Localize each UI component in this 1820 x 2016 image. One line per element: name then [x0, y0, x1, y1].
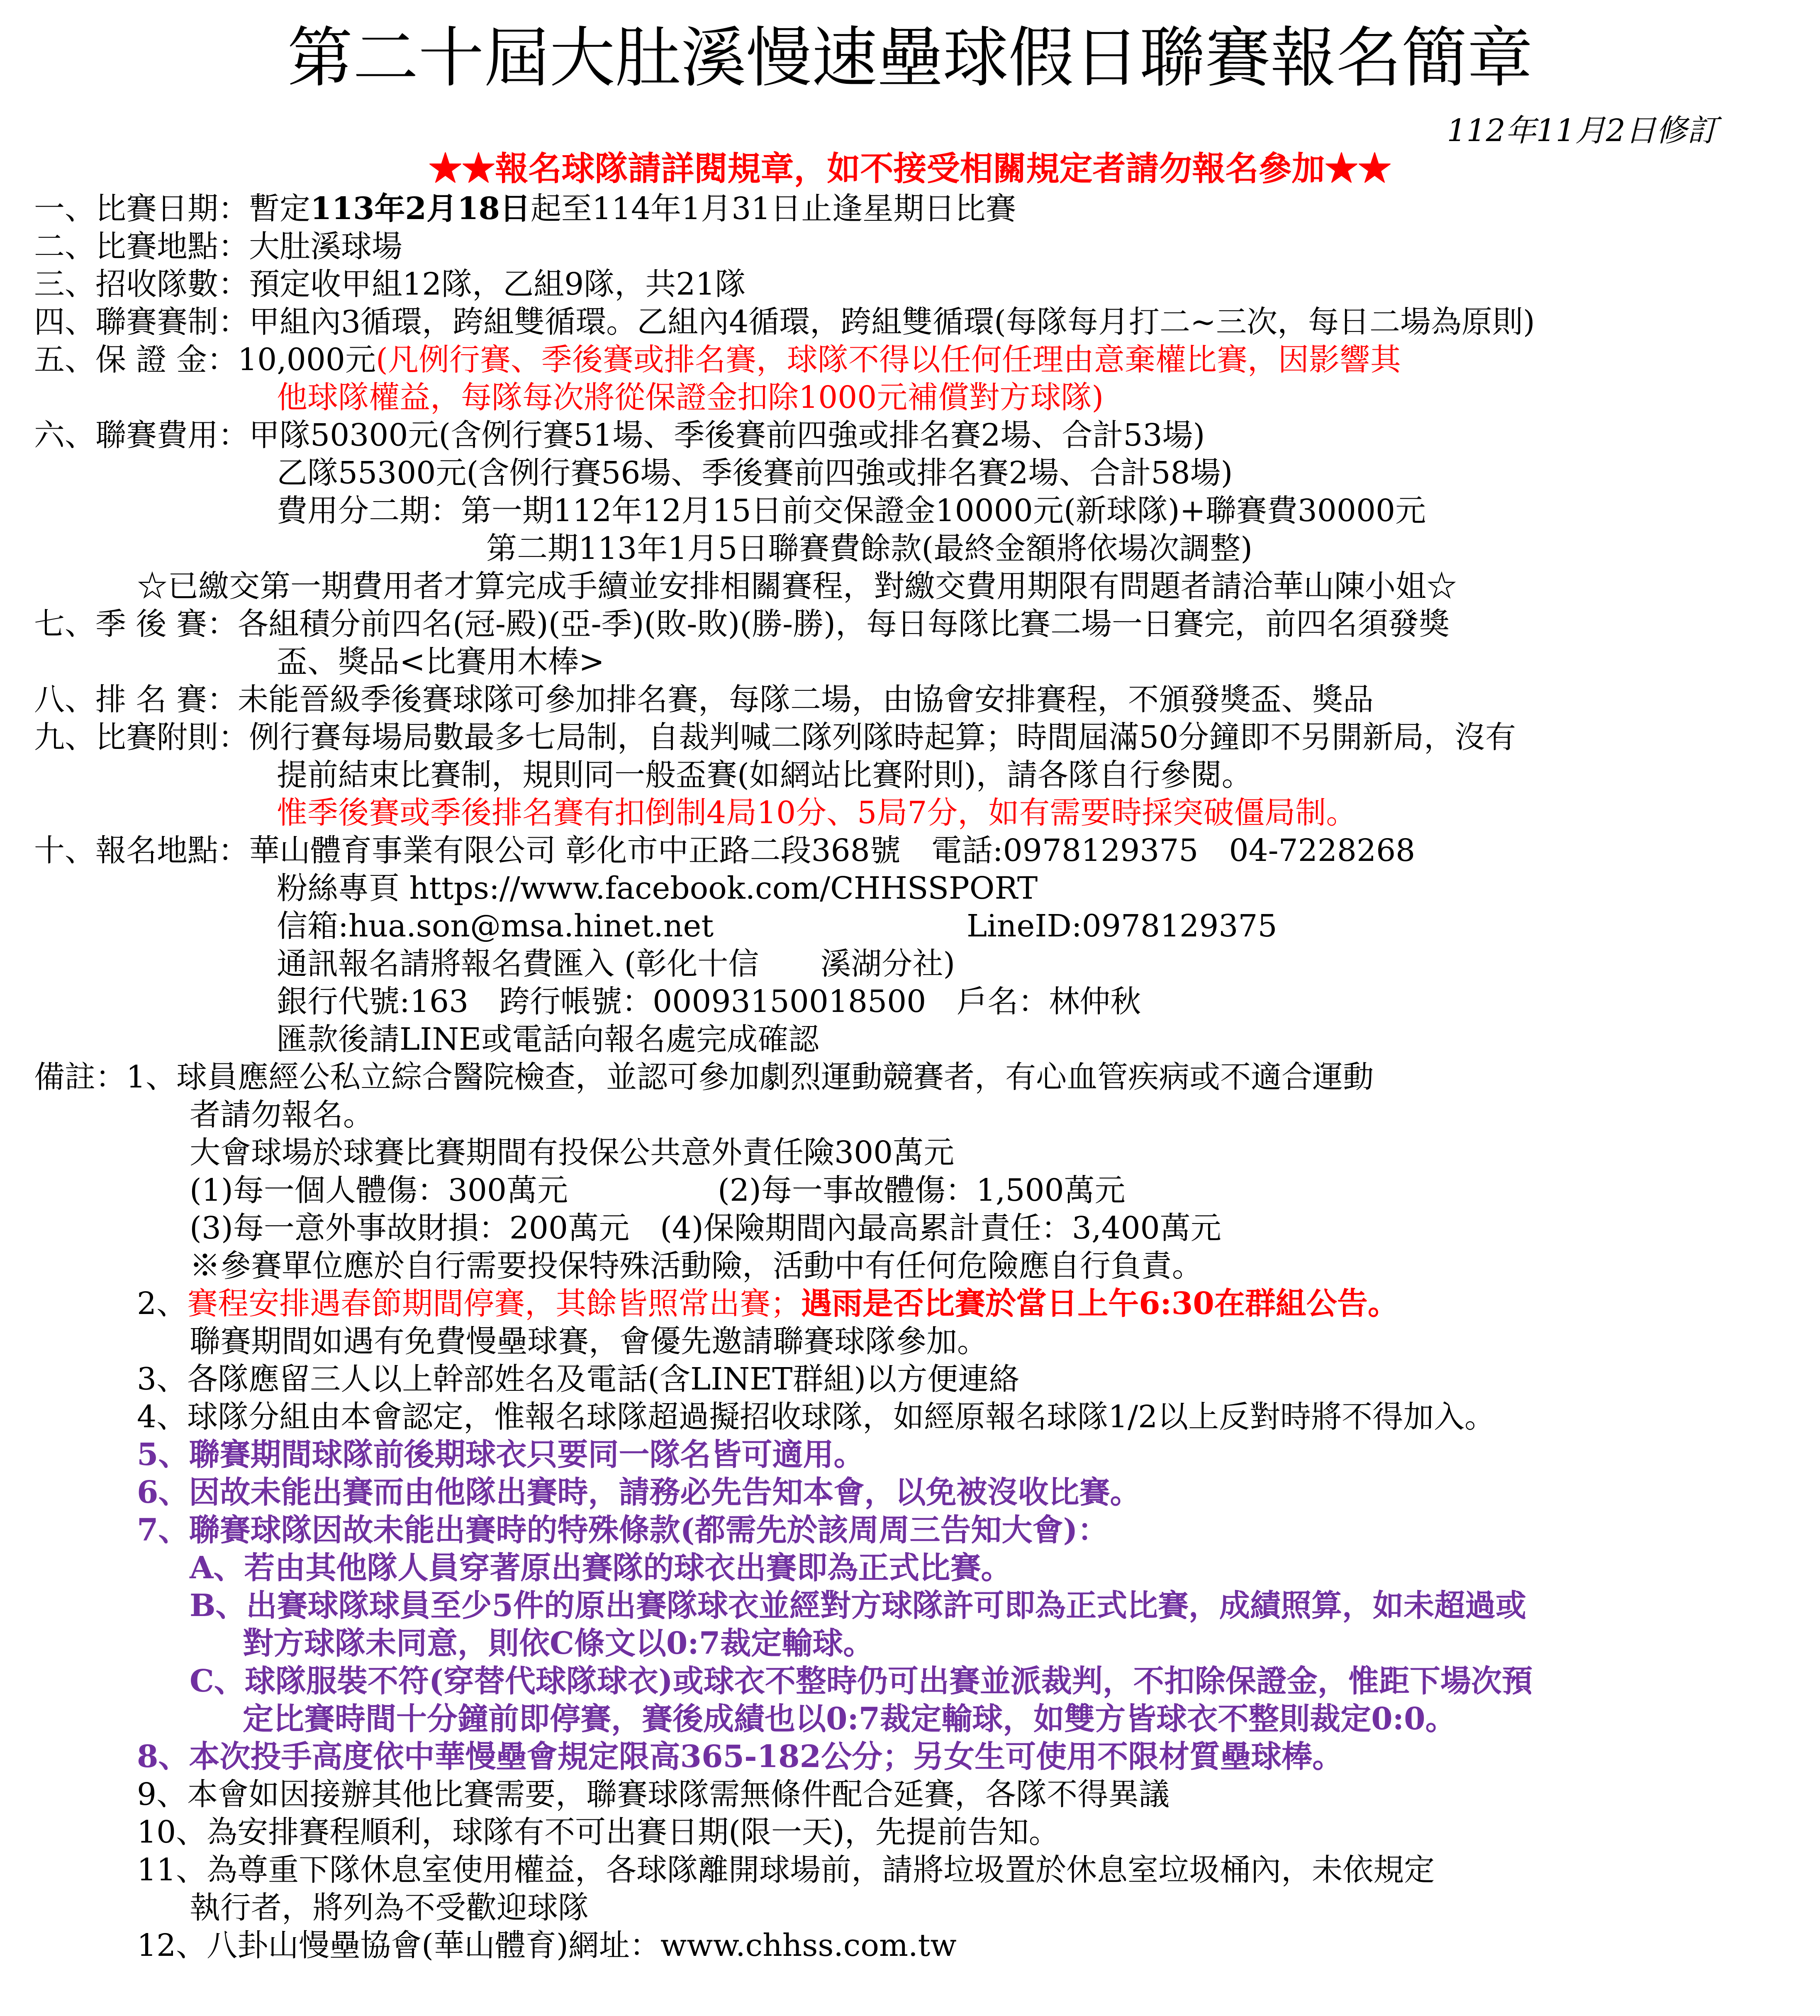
section-5-amount: 10,000元 — [238, 342, 376, 378]
section-7-line-1: 各組積分前四名(冠-殿)(亞-季)(敗-敗)(勝-勝)，每日每隊比賽二場一日賽完，前四名須發獎 — [238, 606, 1450, 642]
note-2-line-2: 聯賽期間如遇有免費慢壘球賽，會優先邀請聯賽球隊參加。 — [190, 1324, 988, 1359]
note-5: 5、聯賽期間球隊前後期球衣只要同一隊名皆可適用。 — [137, 1437, 865, 1472]
section-7 — [34, 605, 1450, 643]
note-10: 10、為安排賽程順利，球隊有不可出賽日期(限一天)，先提前告知。 — [137, 1814, 1060, 1850]
section-3 — [34, 266, 746, 303]
document-title: 第二十屆大肚溪慢速壘球假日聯賽報名簡章 — [287, 20, 1533, 96]
note-1-line-3: 大會球場於球賽比賽期間有投保公共意外責任險300萬元 — [190, 1135, 955, 1170]
section-6-line-1: 甲隊50300元(含例行賽51場、季後賽前四強或排名賽2場、合計53場) — [249, 417, 1205, 453]
note-2-holiday: 賽程安排遇春節期間停賽，其餘皆照常出賽； — [187, 1286, 802, 1321]
section-6-line-3: 費用分二期：第一期112年12月15日前交保證金10000元(新球隊)+聯賽費30000元 — [277, 493, 1426, 529]
section-1-date: 113年2月18日 — [310, 191, 531, 227]
note-7a: A、若由其他隊人員穿著原出賽隊的球衣出賽即為正式比賽。 — [190, 1550, 1012, 1586]
note-12: 12、八卦山慢壘協會(華山體育)網址：www.chhss.com.tw — [137, 1928, 957, 1963]
note-7: 7、聯賽球隊因故未能出賽時的特殊條款(都需先於該周周三告知大會)： — [137, 1512, 1109, 1548]
section-5-label: 五、保 證 金： — [34, 342, 238, 378]
warning-banner: ★★報名球隊請詳閱規章，如不接受相關規定者請勿報名參加★★ — [429, 149, 1391, 188]
note-6: 6、因故未能出賽而由他隊出賽時，請務必先告知本會，以免被沒收比賽。 — [137, 1475, 1141, 1510]
section-10-line-id: LineID:0978129375 — [967, 908, 1277, 944]
note-2 — [137, 1285, 1399, 1322]
note-1-line-6: ※參賽單位應於自行需要投保特殊活動險，活動中有任何危險應自行負責。 — [190, 1248, 1203, 1284]
note-11-line-1: 11、為尊重下隊休息室使用權益，各球隊離開球場前，請將垃圾置於休息室垃圾桶內，未依規定 — [137, 1852, 1435, 1888]
section-8-text: 未能晉級季後賽球隊可參加排名賽，每隊二場，由協會安排賽程，不頒發獎盃、獎品 — [238, 682, 1374, 717]
section-10-facebook: 粉絲專頁 https://www.facebook.com/CHHSSPORT — [277, 870, 1038, 906]
section-5-penalty-2: 他球隊權益，每隊每次將從保證金扣除1000元補償對方球隊) — [277, 380, 1104, 415]
note-9: 9、本會如因接辦其他比賽需要，聯賽球隊需無條件配合延賽，各隊不得異議 — [137, 1777, 1170, 1812]
section-3-label: 三、招收隊數： — [34, 266, 249, 302]
section-6 — [34, 417, 1205, 454]
section-10-email: 信箱:hua.son@msa.hinet.net — [277, 908, 714, 944]
section-6-note: ☆已繳交第一期費用者才算完成手續並安排相關賽程，對繳交費用期限有問題者請洽華山陳小姐☆ — [137, 568, 1457, 604]
note-3: 3、各隊應留三人以上幹部姓名及電話(含LINET群組)以方便連絡 — [137, 1361, 1020, 1397]
section-10-label: 十、報名地點： — [34, 833, 249, 868]
note-4: 4、球隊分組由本會認定，惟報名球隊超過擬招收球隊，如經原報名球隊1/2以上反對時將不得加入。 — [137, 1399, 1496, 1435]
note-1-label: 備註：1、 — [34, 1059, 177, 1095]
note-7c-line-1: C、球隊服裝不符(穿替代球隊球衣)或球衣不整時仍可出賽並派裁判，不扣除保證金，惟距下場次預 — [190, 1663, 1533, 1699]
section-7-label: 七、季 後 賽： — [34, 606, 238, 642]
note-7b-line-2: 對方球隊未同意，則依C條文以0:7裁定輸球。 — [243, 1626, 874, 1661]
note-11-line-2: 執行者，將列為不受歡迎球隊 — [190, 1890, 589, 1926]
note-1-line-1: 球員應經公私立綜合醫院檢查，並認可參加劇烈運動競賽者，有心血管疾病或不適合運動 — [176, 1059, 1374, 1095]
section-3-text: 預定收甲組12隊，乙組9隊，共21隊 — [249, 266, 746, 302]
note-8: 8、本次投手高度依中華慢壘會規定限高365-182公分；另女生可使用不限材質壘球棒。 — [137, 1739, 1343, 1775]
revision-date: 112年11月2日修訂 — [1447, 113, 1718, 149]
section-2-text: 大肚溪球場 — [249, 229, 402, 264]
note-2-rain: 遇雨是否比賽於當日上午6:30在群組公告。 — [801, 1286, 1399, 1321]
section-6-line-4: 第二期113年1月5日聯賽費餘款(最終金額將依場次調整) — [486, 531, 1253, 566]
note-7c-line-2: 定比賽時間十分鐘前即停賽，賽後成績也以0:7裁定輸球，如雙方皆球衣不整則裁定0:0。 — [243, 1701, 1456, 1737]
section-1-pre: 暫定 — [249, 191, 310, 227]
section-8 — [34, 681, 1374, 718]
section-9-label: 九、比賽附則： — [34, 719, 249, 755]
section-1-post: 起至114年1月31日止逢星期日比賽 — [530, 191, 1016, 227]
section-8-label: 八、排 名 賽： — [34, 682, 238, 717]
note-1-line-5: (3)每一意外事故財損：200萬元 (4)保險期間內最高累計責任：3,400萬元 — [190, 1210, 1221, 1246]
section-1-label: 一、比賽日期： — [34, 191, 249, 227]
section-10-bank: 銀行代號:163 跨行帳號：00093150018500 戶名：林仲秋 — [277, 984, 1141, 1019]
note-1-line-4b: (2)每一事故體傷：1,500萬元 — [718, 1173, 1126, 1208]
section-2 — [34, 228, 402, 265]
section-6-line-2: 乙隊55300元(含例行賽56場、季後賽前四強或排名賽2場、合計58場) — [277, 455, 1233, 491]
section-9-tiebreak-rule: 惟季後賽或季後排名賽有扣倒制4局10分、5局7分，如有需要時採突破僵局制。 — [277, 795, 1357, 831]
section-2-label: 二、比賽地點： — [34, 229, 249, 264]
section-10-remit: 通訊報名請將報名費匯入 (彰化十信 溪湖分社) — [277, 946, 955, 982]
section-5 — [34, 341, 1401, 378]
section-9-line-2: 提前結束比賽制，規則同一般盃賽(如網站比賽附則)，請各隊自行參閱。 — [277, 757, 1252, 793]
note-1-line-2: 者請勿報名。 — [190, 1097, 374, 1133]
note-7b-line-1: B、出賽球隊球員至少5件的原出賽隊球衣並經對方球隊許可即為正式比賽，成績照算，如未超過或 — [190, 1588, 1527, 1624]
section-6-label: 六、聯賽費用： — [34, 417, 249, 453]
section-4 — [34, 303, 1535, 341]
section-1 — [34, 190, 1016, 227]
section-4-text: 甲組內3循環，跨組雙循環。乙組內4循環，跨組雙循環(每隊每月打二~三次，每日二場為原則) — [249, 304, 1535, 340]
section-9-line-1: 例行賽每場局數最多七局制，自裁判喊二隊列隊時起算；時間屆滿50分鐘即不另開新局，沒有 — [249, 719, 1516, 755]
section-7-line-2: 盃、獎品<比賽用木棒> — [277, 644, 605, 680]
note-1-line-4a: (1)每一個人體傷：300萬元 — [190, 1173, 568, 1208]
section-9 — [34, 719, 1516, 756]
section-10-address: 華山體育事業有限公司 彰化市中正路二段368號 電話:0978129375 04-7228268 — [249, 833, 1416, 868]
section-4-label: 四、聯賽賽制： — [34, 304, 249, 340]
note-2-label: 2、 — [137, 1286, 188, 1321]
section-5-penalty-1: (凡例行賽、季後賽或排名賽，球隊不得以任何任理由意棄權比賽，因影響其 — [375, 342, 1401, 378]
note-1 — [34, 1058, 1374, 1096]
section-10-confirm: 匯款後請LINE或電話向報名處完成確認 — [277, 1021, 819, 1057]
section-10 — [34, 832, 1415, 869]
